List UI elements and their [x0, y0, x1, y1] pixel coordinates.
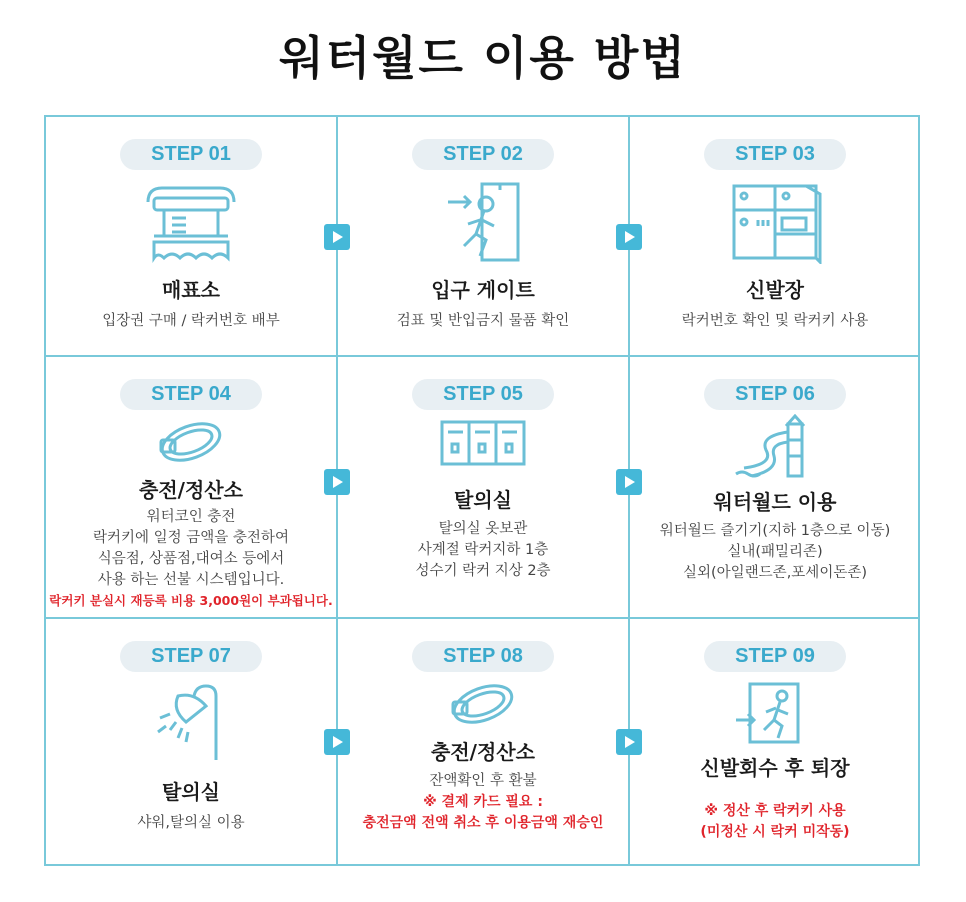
- step-badge: STEP 06: [704, 379, 846, 410]
- step-badge: STEP 05: [412, 379, 554, 410]
- step-badge: STEP 04: [120, 379, 262, 410]
- step-name: 탈의실: [454, 488, 512, 512]
- step-04-card: [46, 357, 336, 611]
- step-warning: ※ 정산 후 락커키 사용: [704, 803, 846, 819]
- step-arrow: [616, 729, 642, 755]
- step-desc: 탈의실 옷보관: [438, 521, 528, 537]
- step-arrow: [324, 729, 350, 755]
- step-06-card: [630, 357, 920, 584]
- step-arrow: [324, 469, 350, 495]
- step-desc: 워터월드 즐기기(지하 1층으로 이동): [659, 523, 891, 539]
- entrance-gate-icon: [428, 180, 538, 264]
- step-name: 충전/정산소: [139, 478, 243, 502]
- step-desc: 실외(아일랜드존,포세이돈존): [682, 565, 867, 581]
- step-warning: ※ 결제 카드 필요 :: [423, 794, 543, 810]
- step-desc: 락커키에 일정 금액을 충전하여: [93, 530, 289, 546]
- step-warning: 충전금액 전액 취소 후 이용금액 재승인: [362, 815, 604, 831]
- water-slide-icon: [730, 414, 820, 478]
- step-08-card: [338, 619, 628, 834]
- step-desc: 성수기 락커 지상 2층: [415, 563, 551, 579]
- step-badge: STEP 02: [412, 139, 554, 170]
- step-badge: STEP 08: [412, 641, 554, 672]
- step-name: 탈의실: [162, 780, 220, 804]
- locker-icon: [438, 418, 528, 468]
- step-desc: 식음점, 상품점,대여소 등에서: [97, 551, 285, 567]
- locker-key-band-icon: [443, 676, 523, 732]
- step-arrow: [616, 469, 642, 495]
- step-badge: STEP 09: [704, 641, 846, 672]
- step-arrow: [616, 224, 642, 250]
- shower-icon: [146, 682, 236, 762]
- step-desc: 잔액확인 후 환불: [429, 773, 537, 789]
- step-name: 매표소: [162, 278, 220, 302]
- step-warning: (미정산 시 락커 미작동): [700, 824, 850, 840]
- step-name: 신발회수 후 퇴장: [700, 756, 850, 780]
- page-title: 워터월드 이용 방법: [279, 31, 687, 85]
- step-badge: STEP 03: [704, 139, 846, 170]
- step-warning: 락커키 분실시 재등록 비용 3,000원이 부과됩니다.: [49, 593, 333, 608]
- ticket-counter-icon: [136, 180, 246, 264]
- step-badge: STEP 01: [120, 139, 262, 170]
- shoe-locker-icon: [720, 180, 830, 264]
- step-desc: 사계절 락커지하 1층: [417, 542, 549, 558]
- step-desc: 검표 및 반입금지 물품 확인: [396, 313, 570, 329]
- step-name: 워터월드 이용: [713, 490, 837, 514]
- step-name: 충전/정산소: [431, 740, 535, 764]
- step-desc: 락커번호 확인 및 락커키 사용: [681, 313, 869, 329]
- step-09-card: [630, 619, 920, 843]
- steps-grid: [44, 115, 920, 866]
- step-name: 입구 게이트: [431, 278, 535, 302]
- step-desc: 샤워,탈의실 이용: [137, 815, 245, 831]
- step-desc: 입장권 구매 / 락커번호 배부: [102, 313, 280, 329]
- step-name: 신발장: [746, 278, 804, 302]
- step-desc: 워터코인 충전: [146, 509, 236, 525]
- step-07-card: [46, 619, 336, 834]
- locker-key-band-icon: [151, 414, 231, 470]
- step-arrow: [324, 224, 350, 250]
- exit-icon: [730, 680, 820, 744]
- step-01-card: [46, 117, 336, 332]
- step-badge: STEP 07: [120, 641, 262, 672]
- step-02-card: [338, 117, 628, 332]
- step-desc: 사용 하는 선불 시스템입니다.: [97, 572, 285, 588]
- step-03-card: [630, 117, 920, 332]
- step-05-card: [338, 357, 628, 582]
- step-desc: 실내(패밀리존): [727, 544, 823, 560]
